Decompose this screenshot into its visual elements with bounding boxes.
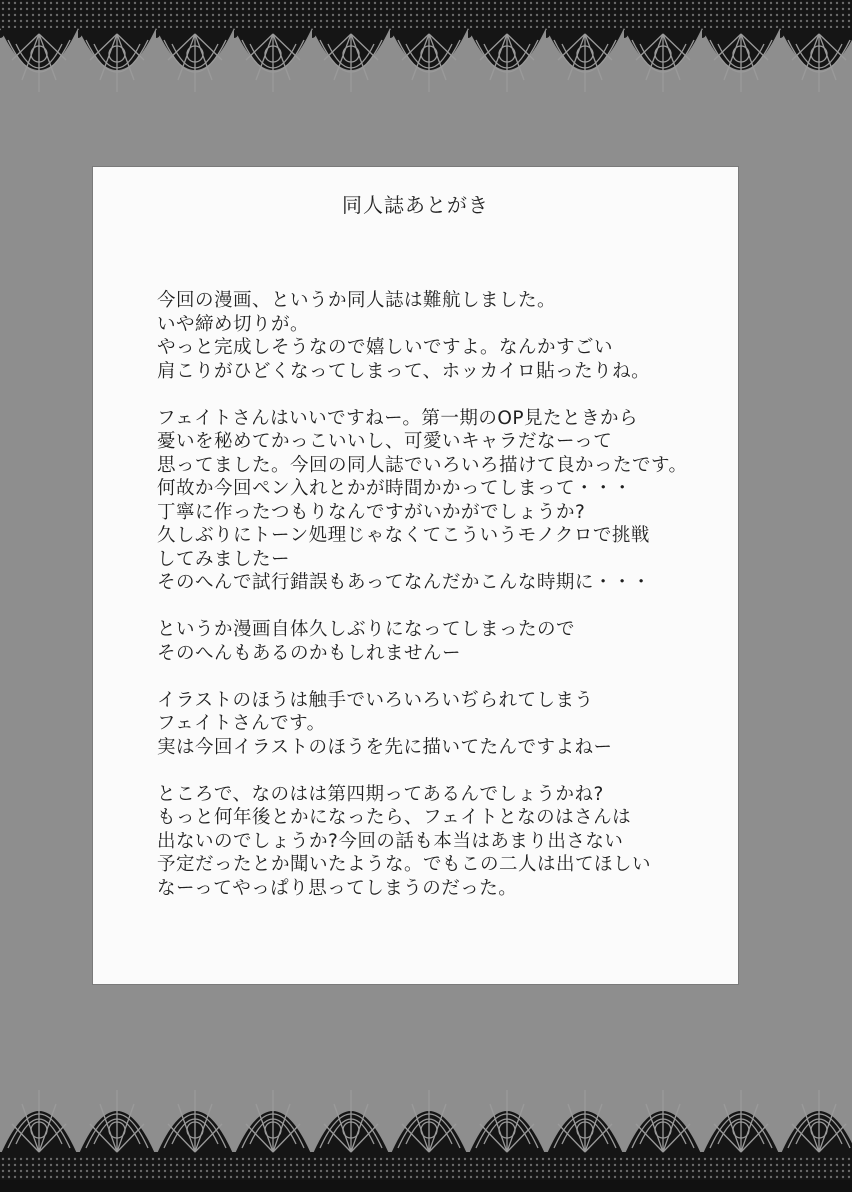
text-line: そのへんで試行錯誤もあってなんだかこんな時期に・・・	[157, 572, 651, 593]
paragraph	[157, 407, 732, 595]
text-line: というか漫画自体久しぶりになってしまったので	[157, 619, 576, 640]
afterword-card	[93, 167, 738, 984]
lace-border-top	[0, 0, 852, 110]
text-line: やっと完成しそうなので嬉しいですよ。なんかすごい	[157, 337, 614, 358]
text-line: 思ってました。今回の同人誌でいろいろ描けて良かったです。	[157, 454, 688, 476]
text-line: してみましたー	[157, 548, 291, 570]
text-line: なーってやっぱり思ってしまうのだった。	[157, 877, 518, 899]
text-line: いや締め切りが。	[157, 313, 310, 335]
text-line: 久しぶりにトーン処理じゃなくてこういうモノクロで挑戦	[157, 525, 650, 546]
text-line: 肩こりがひどくなってしまって、ホッカイロ貼ったりね。	[157, 360, 651, 382]
text-line: 何故か今回ペン入れとかが時間かかってしまって・・・	[157, 478, 633, 499]
text-line: フェイトさんはいいですねー。第一期のOP見たときから	[157, 407, 639, 429]
text-line: 予定だったとか聞いたような。でもこの二人は出てほしい	[157, 854, 652, 875]
text-line: 丁寧に作ったつもりなんですがいかがでしょうか?	[157, 501, 586, 523]
page-title: 同人誌あとがき	[342, 193, 489, 217]
text-line: フェイトさんです。	[157, 713, 326, 734]
text-line: ところで、なのはは第四期ってあるんでしょうかね?	[157, 783, 604, 805]
lace-border-bottom	[0, 1060, 852, 1192]
text-line: 実は今回イラストのほうを先に描いてたんですよねー	[157, 736, 613, 758]
paragraph	[157, 689, 732, 760]
text-line: 出ないのでしょうか?今回の話も本当はあまり出さない	[157, 830, 624, 852]
afterword-body	[157, 289, 732, 924]
text-line: もっと何年後とかになったら、フェイトとなのはさんは	[157, 807, 632, 828]
text-line: イラストのほうは触手でいろいろいぢられてしまう	[157, 689, 594, 711]
paragraph	[157, 783, 732, 901]
text-line: 今回の漫画、というか同人誌は難航しました。	[157, 290, 557, 311]
paragraph	[157, 289, 732, 383]
text-line: 憂いを秘めてかっこいいし、可愛いキャラだなーって	[157, 431, 613, 452]
text-line: そのへんもあるのかもしれませんー	[157, 642, 462, 664]
paragraph	[157, 618, 732, 665]
